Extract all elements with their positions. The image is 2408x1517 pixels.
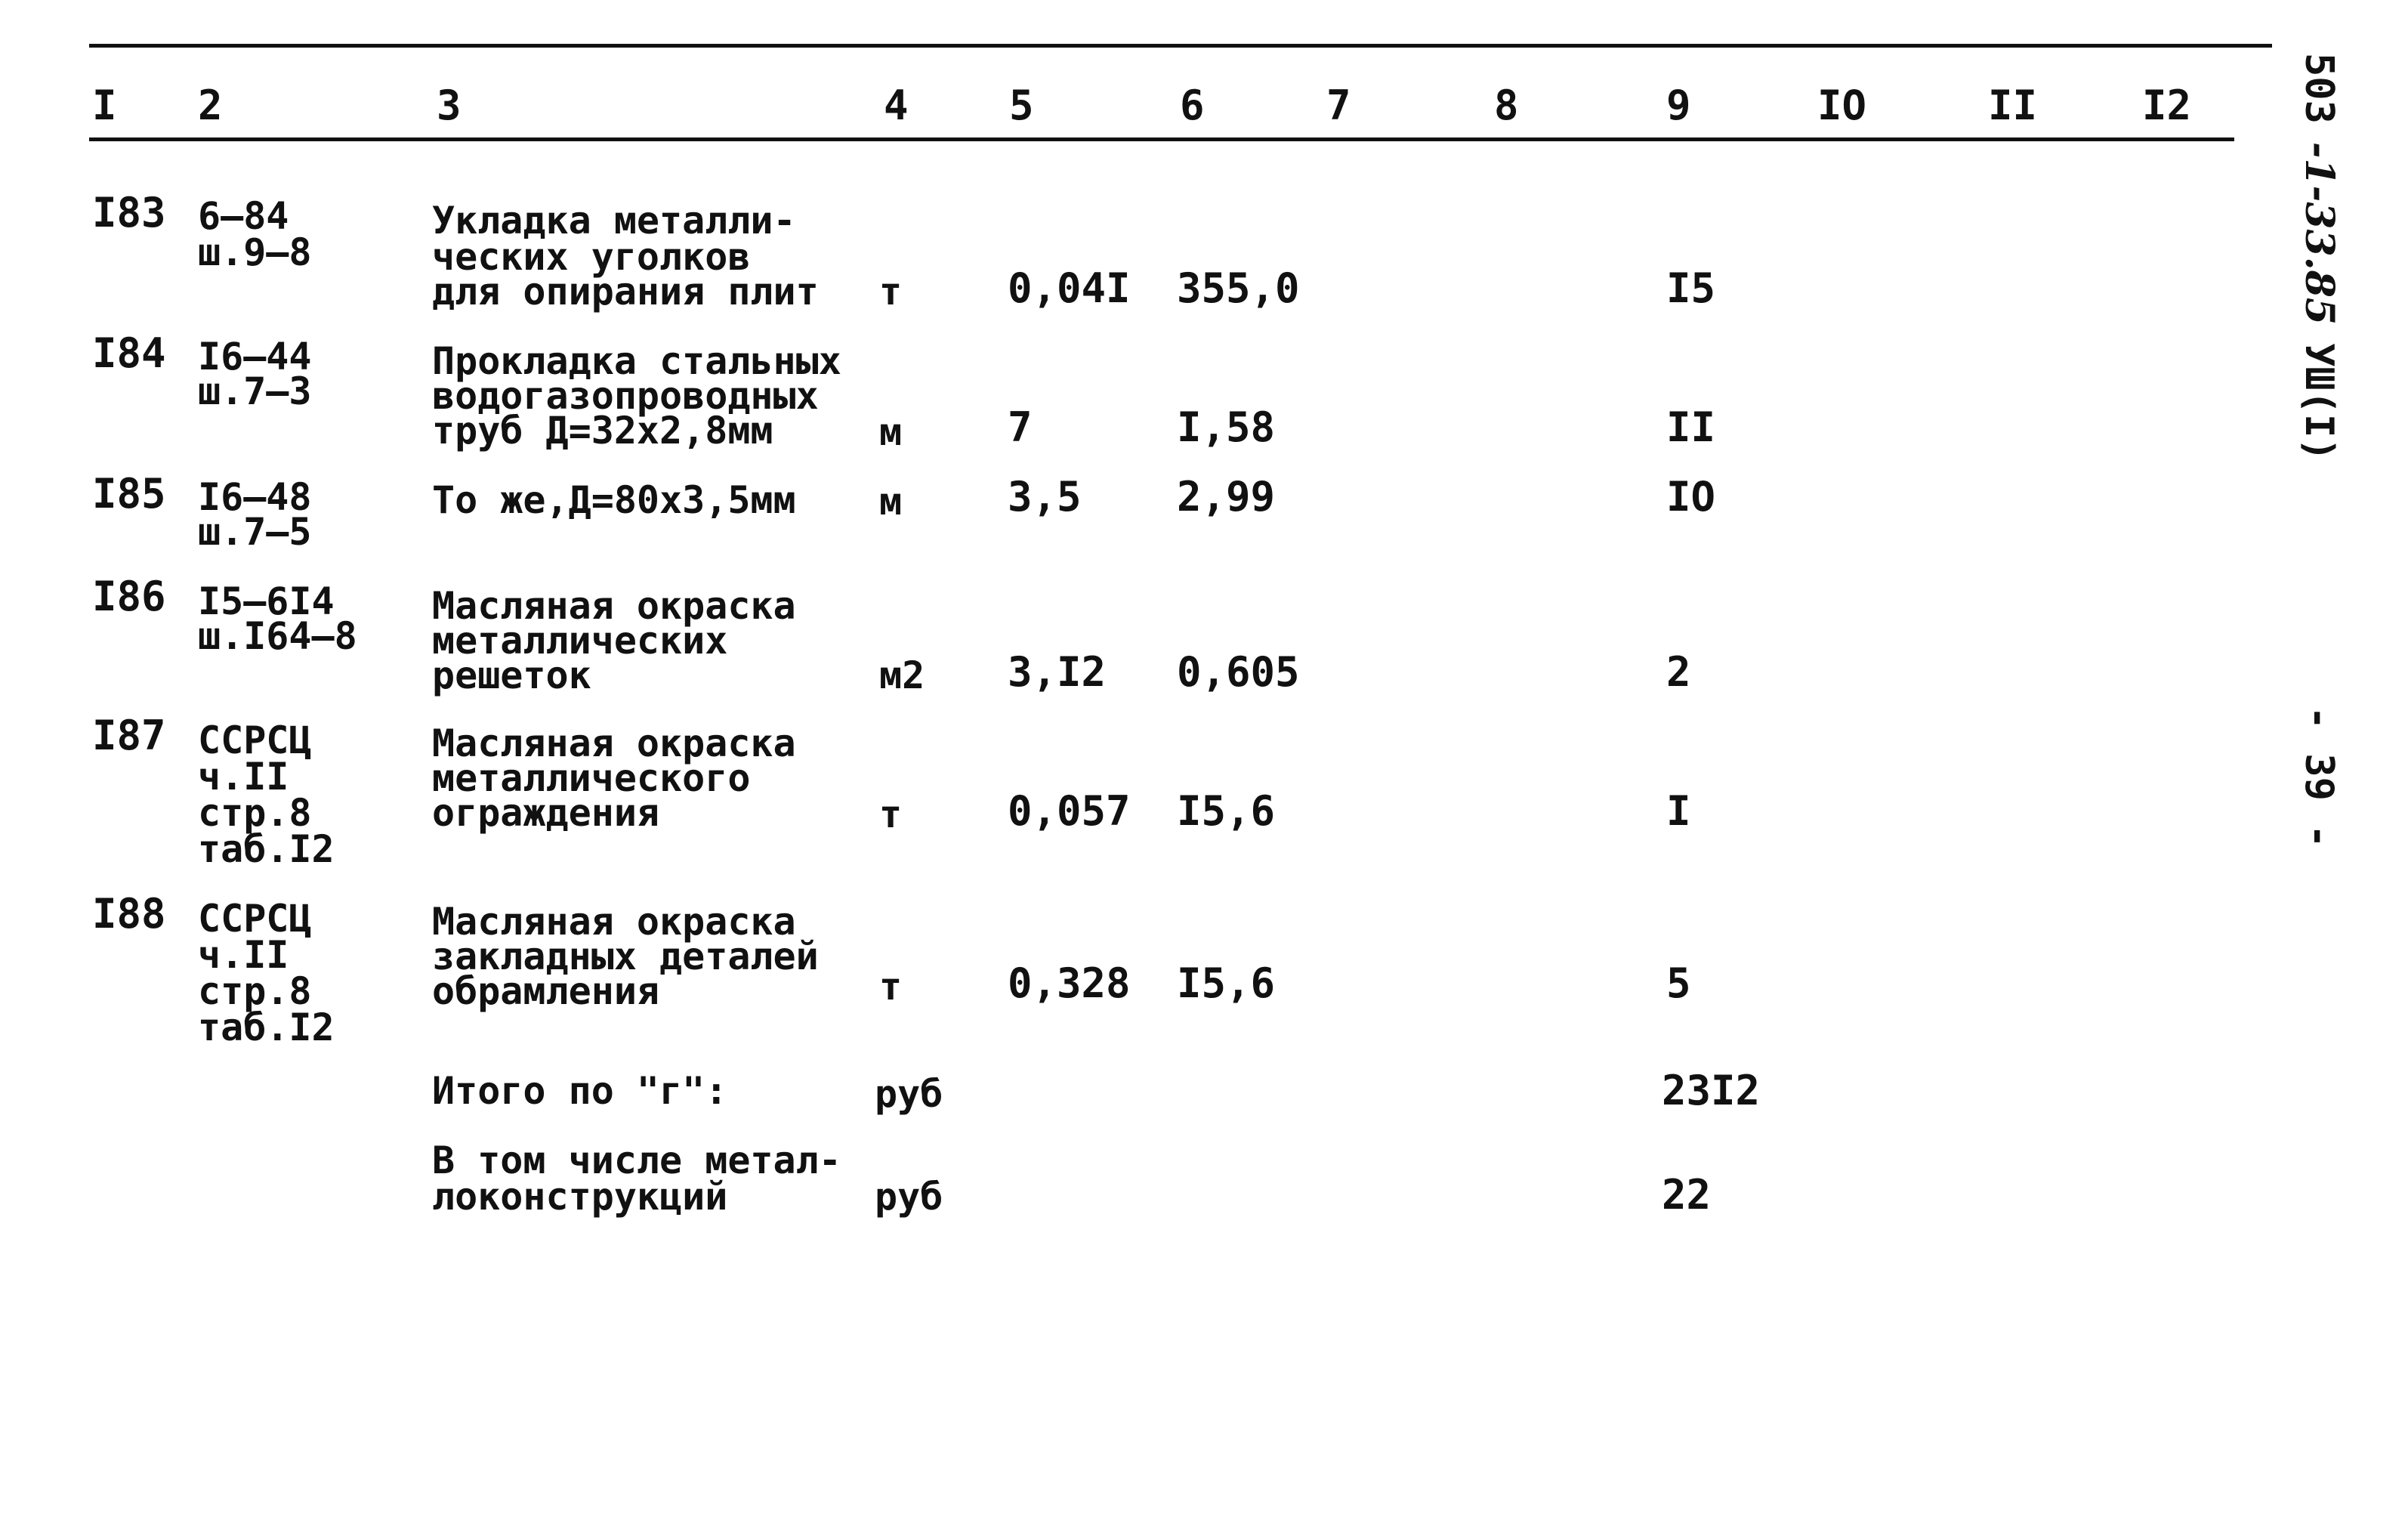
row-number: I85 — [92, 470, 166, 518]
col-header-1: I — [92, 82, 117, 129]
top-rule — [89, 44, 2272, 48]
cost: 5 — [1666, 959, 1691, 1007]
subtotal-label-line: В том числе метал- — [432, 1139, 841, 1182]
col-header-4: 4 — [884, 82, 909, 129]
norm-reference-line: ш.7–5 — [198, 510, 312, 554]
quantity: 0,057 — [1008, 787, 1131, 835]
row-number: I87 — [92, 712, 166, 759]
cost: IO — [1666, 473, 1716, 521]
norm-reference-line: таб.I2 — [198, 827, 335, 871]
col-header-2: 2 — [198, 82, 223, 129]
col-header-9: 9 — [1666, 82, 1691, 129]
total-unit: руб — [875, 1072, 943, 1116]
row-number: I84 — [92, 329, 166, 377]
handwritten-code: -1-33.85 — [2296, 141, 2342, 326]
unit-price: 0,605 — [1177, 648, 1300, 696]
quantity: 0,04I — [1008, 264, 1131, 312]
cost: 2 — [1666, 648, 1691, 696]
norm-reference-line: ш.7–3 — [198, 369, 312, 413]
row-number: I86 — [92, 573, 166, 620]
quantity: 3,I2 — [1008, 648, 1107, 696]
unit: м — [879, 480, 903, 524]
col-header-3: 3 — [437, 82, 462, 129]
norm-reference-line: ССРСЦ — [198, 897, 312, 941]
norm-reference-line: ш.I64–8 — [198, 614, 357, 658]
unit-price: 2,99 — [1177, 473, 1276, 521]
description-line: Масляная окраска — [432, 584, 796, 628]
description-line: Масляная окраска — [432, 721, 796, 765]
header-rule — [89, 137, 2234, 141]
unit-price: 355,0 — [1177, 264, 1300, 312]
document-code: 503 — [2296, 53, 2342, 124]
quantity: 3,5 — [1008, 473, 1082, 521]
description-line: обрамления — [432, 969, 660, 1013]
description-line: металлического — [432, 756, 751, 800]
unit: м — [879, 410, 903, 454]
unit-price: I5,6 — [1177, 959, 1276, 1007]
col-header-12: I2 — [2142, 82, 2192, 129]
section-code: УШ(I) — [2296, 343, 2342, 462]
norm-reference-line: таб.I2 — [198, 1006, 335, 1049]
subtotal-label-line: локонструкций — [432, 1175, 728, 1219]
total-cost: 23I2 — [1662, 1067, 1761, 1114]
unit: т — [879, 965, 903, 1009]
description-line: Масляная окраска — [432, 900, 796, 944]
description-line: ограждения — [432, 791, 660, 835]
row-number: I83 — [92, 189, 166, 236]
description-line: для опирания плит — [432, 270, 819, 314]
description-line: То же,Д=80х3,5мм — [432, 478, 796, 522]
col-header-5: 5 — [1009, 82, 1034, 129]
unit-price: I5,6 — [1177, 787, 1276, 835]
quantity: 0,328 — [1008, 959, 1131, 1007]
unit: м2 — [879, 653, 925, 697]
side-margin-label — [2296, 53, 2342, 867]
cost: I — [1666, 787, 1691, 835]
total-label: Итого по "г": — [432, 1069, 728, 1113]
norm-reference-line: ССРСЦ — [198, 718, 312, 762]
description-line: ческих уголков — [432, 235, 751, 279]
cost: II — [1666, 403, 1716, 451]
col-header-7: 7 — [1326, 82, 1351, 129]
col-header-8: 8 — [1494, 82, 1519, 129]
description-line: труб Д=32х2,8мм — [432, 409, 773, 453]
unit: т — [879, 270, 903, 314]
col-header-11: II — [1988, 82, 2038, 129]
unit: т — [879, 792, 903, 836]
description-line: металлических — [432, 619, 728, 663]
description-line: Укладка металли- — [432, 199, 796, 243]
unit-price: I,58 — [1177, 403, 1276, 451]
norm-reference-line: I6–48 — [198, 475, 312, 519]
col-header-10: IO — [1817, 82, 1867, 129]
subtotal-unit: руб — [875, 1175, 943, 1219]
norm-reference-line: I6–44 — [198, 335, 312, 378]
norm-reference-line: I5–6I4 — [198, 579, 335, 623]
description-line: Прокладка стальных — [432, 339, 841, 383]
cost: I5 — [1666, 264, 1716, 312]
norm-reference-line: 6–84 — [198, 194, 289, 238]
norm-reference-line: ш.9–8 — [198, 230, 312, 274]
col-header-6: 6 — [1180, 82, 1205, 129]
subtotal-cost: 22 — [1662, 1171, 1712, 1219]
norm-reference-line: стр.8 — [198, 969, 312, 1013]
quantity: 7 — [1008, 403, 1033, 451]
row-number: I88 — [92, 890, 166, 938]
page-number: - 39 - — [2296, 706, 2342, 848]
description-line: решеток — [432, 653, 591, 697]
norm-reference-line: ч.II — [198, 755, 289, 799]
description-line: водогазопроводных — [432, 374, 819, 418]
norm-reference-line: ч.II — [198, 933, 289, 977]
norm-reference-line: стр.8 — [198, 791, 312, 835]
description-line: закладных деталей — [432, 935, 819, 978]
